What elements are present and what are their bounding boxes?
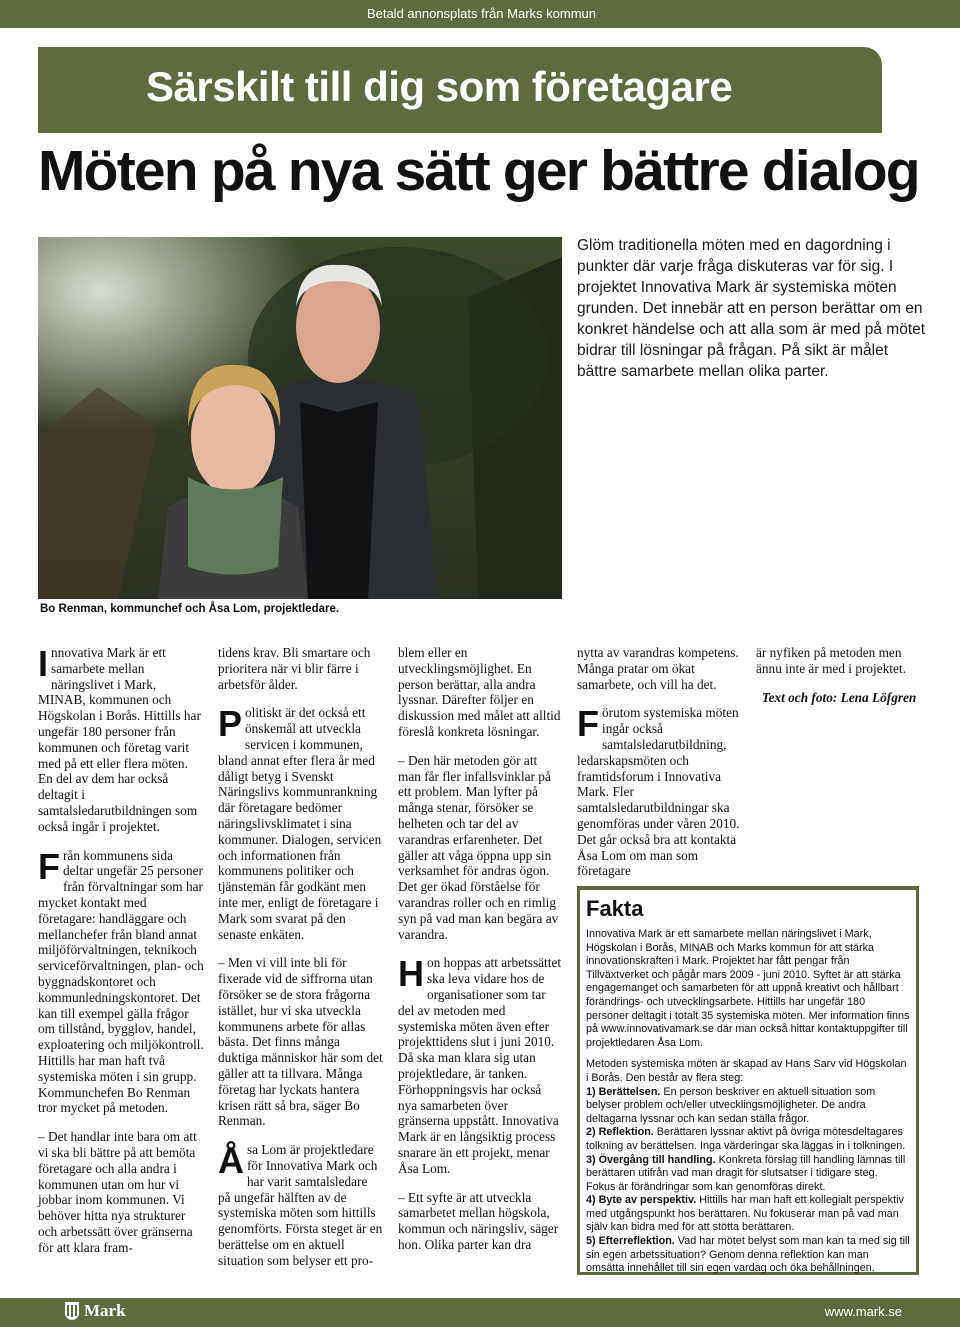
paragraph: – Det handlar inte bara om att vi ska bli bättre på att bemöta företagare och alla andra i kommunen utan om hur vi jobbar inom kommunen. Vi behöver hitta nya strukturer och arbetssätt över gränserna för att klara fram-: [38, 1129, 197, 1255]
top-bar: [0, 0, 960, 28]
photo-image: [38, 237, 562, 599]
mark-logo[interactable]: [64, 1301, 126, 1321]
fakta-box: [577, 886, 919, 1275]
article-column-4: [577, 645, 741, 892]
photo-caption: Bo Renman, kommunchef och Åsa Lom, projektledare.: [40, 603, 340, 615]
paragraph: Hon hoppas att arbetssättet ska leva vidare hos de organisationer som tar del av metoden med systemiska möten även efter projekttidens slut i juni 2010. Då ska man klara sig utan projektledare, är tanken. Förhoppningsvis har också nya samarbeten över gränserna uppstått. Innovativa Mark är en långsiktig process snarare än ett projekt, menar Åsa Lom.: [398, 953, 562, 1176]
paragraph: Politiskt är det också ett önskemål att utveckla servicen i kommunen, bland annat efter flera år med dåligt betyg i Svenskt Näringslivs kommunrankning där företagare bedömer näringslivsklimatet i sina kommuner. Dialogen, servicen och informationen från kommunens politiker och tjänstemän får godkänt men inte mer, enligt de företagare i Mark som svarat på den senaste enkäten.: [218, 703, 382, 942]
advertiser-note: Betald annonsplats från Marks kommun: [366, 6, 596, 21]
fakta-step: 1) Berättelsen. En person beskriver en aktuell situation som belyser problem och/eller utvecklingsmöjligheter. De andra deltagarna lyssnar och kan sedan ställa frågor.: [586, 1085, 876, 1125]
byline-credit: Text och foto: Lena Löfgren: [761, 689, 917, 705]
article-column-1: [38, 645, 204, 1268]
fakta-step: 3) Övergång till handling. Konkreta förslag till handling lämnas till berättaren utifrån vad man dragit för slutsatser i tidigare steg. Fokus är förändringar som kan genomföras direkt.: [586, 1153, 906, 1193]
drop-cap: H: [398, 953, 424, 995]
paragraph: blem eller en utvecklingsmöjlighet. En person berättar, alla andra lyssnar. Därefter följer en diskussion med målet att alltid föreslå konkreta lösningar.: [398, 645, 561, 739]
drop-cap: P: [218, 703, 243, 745]
paragraph: Från kommunens sida deltar ungefär 25 personer från förvaltningar som har mycket kontakt med företagare: handläggare och mellanchefer från bland annat miljöförvaltningen, teknikoch serviceförvaltningen, plan- och byggnadskontoret och kommunledningskontoret. Det kan till exempel gälla frågor om tillstånd, bygglov, handel, exploatering och miljökontroll. Hittills har man haft två systemiska möten i sin grupp. Kommunchefen Bo Renman tror mycket på metoden.: [38, 845, 204, 1116]
paragraph: Förutom systemiska möten ingår också samtalsledarutbildning, ledarskapsmöten och framtidsforum i Innovativa Mark. Fler samtalsledarutbildningar ska genomföras under våren 2010. Det går också bra att kontakta Åsa Lom om man som företagare: [577, 703, 740, 879]
section-banner: [38, 47, 882, 133]
fakta-step: 5) Efterreflektion. Vad har mötet belyst som man kan ta med sig till sin egen arbetssituation? Genom denna reflektion kan man omsätta innehållet till sin egen vardag och öka behållningen.: [586, 1235, 910, 1275]
drop-cap: I: [38, 643, 49, 684]
logo-text: Mark: [84, 1301, 126, 1320]
article-column-2: [218, 645, 383, 1281]
article-ingress: Glöm traditionella möten med en dagordning i punkter där varje fråga diskuteras var för sig. I projektet Innovativa Mark är systemiska möten grunden. Det innebär att en person berättar om en konkret händelse och att alla som är med på mötet bidrar till lösningar på frågan. På sikt är målet bättre samarbete mellan olika parter.: [577, 237, 926, 380]
article-column-5: [756, 645, 922, 718]
fakta-paragraph: Innovativa Mark är ett samarbete mellan näringslivet i Mark, Högskolan i Borås, MINAB och Marks kommun för att stärka innovationskraften i Mark. Projektet har fått pengar från Tillväxtverket och pågår mars 2009 - juni 2010. Syftet är att stärka engagemanget och samarbeten för att uppnå kreativt och hållbart förändrings- och utvecklingsarbete. Hittills har ungefär 180 personer deltagit i totalt 35 systemiska möten. Mer information finns på www.innovativamark.se där man också hittar kontaktuppgifter till projektledaren Åsa Lom.: [586, 928, 910, 1049]
paragraph: tidens krav. Bli smartare och prioritera när vi blir färre i arbetsför ålder.: [218, 645, 371, 692]
article-headline: Möten på nya sätt ger bättre dialog: [38, 139, 919, 203]
paragraph: – Ett syfte är att utveckla samarbetet mellan högskola, kommun och näringsliv, säger hon. Olika parter kan dra: [398, 1189, 559, 1252]
drop-cap: F: [577, 703, 599, 745]
crest-icon: [64, 1301, 80, 1321]
paragraph: är nyfiken på metoden men ännu inte är med i projektet.: [756, 645, 906, 676]
drop-cap: Å: [218, 1140, 244, 1182]
paragraph: – Den här metoden gör att man får fler infallsvinklar på ett problem. Man lyfter på många stenar, försöker se helheten och tar del av varandras erfarenheter. Det gäller att våga öppna upp sin verksamhet för andras ögon. Det ger ökad förståelse för varandras roller och en rimlig syn på vad man kan begära av varandra.: [398, 752, 559, 942]
paragraph: – Men vi vill inte bli för fixerade vid de siffrorna utan försöker se de stora frågorna istället, hur vi ska utveckla kommunens arbete för allas bästa. Det finns många duktiga människor här som det gäller att ta tillvara. Många företag har lyckats hantera krisen rätt så bra, säger Bo Renman.: [218, 955, 383, 1129]
fakta-paragraph: Metoden systemiska möten är skapad av Hans Sarv vid Högskolan i Borås. Den består av flera steg:: [586, 1058, 907, 1084]
article-photo: [38, 237, 562, 599]
website-link[interactable]: www.mark.se: [824, 1304, 902, 1319]
drop-cap: F: [38, 845, 60, 887]
fakta-title: Fakta: [586, 896, 644, 921]
fakta-step: 2) Reflektion. Berättaren lyssnar aktivt på övriga mötesdeltagares tolkning av berättelsen. Inga värderingar ska läggas in i tolkningen.: [586, 1126, 906, 1152]
paragraph: Innovativa Mark är ett samarbete mellan näringslivet i Mark, MINAB, kommunen och Högskolan i Borås. Hittills har ungefär 180 personer från kommunen och företag varit med på ett eller flera möten. En del av dem har också deltagit i samtalsledarutbildningen som också ingår i projektet.: [38, 643, 201, 834]
article-column-3: [398, 645, 563, 1266]
footer-bar: [0, 1298, 960, 1327]
banner-title: Särskilt till dig som företagare: [146, 63, 733, 110]
paragraph: nytta av varandras kompetens. Många pratar om ökat samarbete, och vill ha det.: [577, 645, 739, 692]
paragraph: Åsa Lom är projektledare för Innovativa Mark och har varit samtalsledare på ungefär hälften av de systemiska möten som hittills genomförts. Första steget är en berättelse om en aktuell situation som belyser ett pro-: [218, 1140, 383, 1268]
fakta-step: 4) Byte av perspektiv. Hittills har man haft ett kollegialt perspektiv med utgångspunkt hos berättaren. Nu fokuserar man på vad man själv kan bidra med för att stötta berättaren.: [586, 1194, 904, 1234]
